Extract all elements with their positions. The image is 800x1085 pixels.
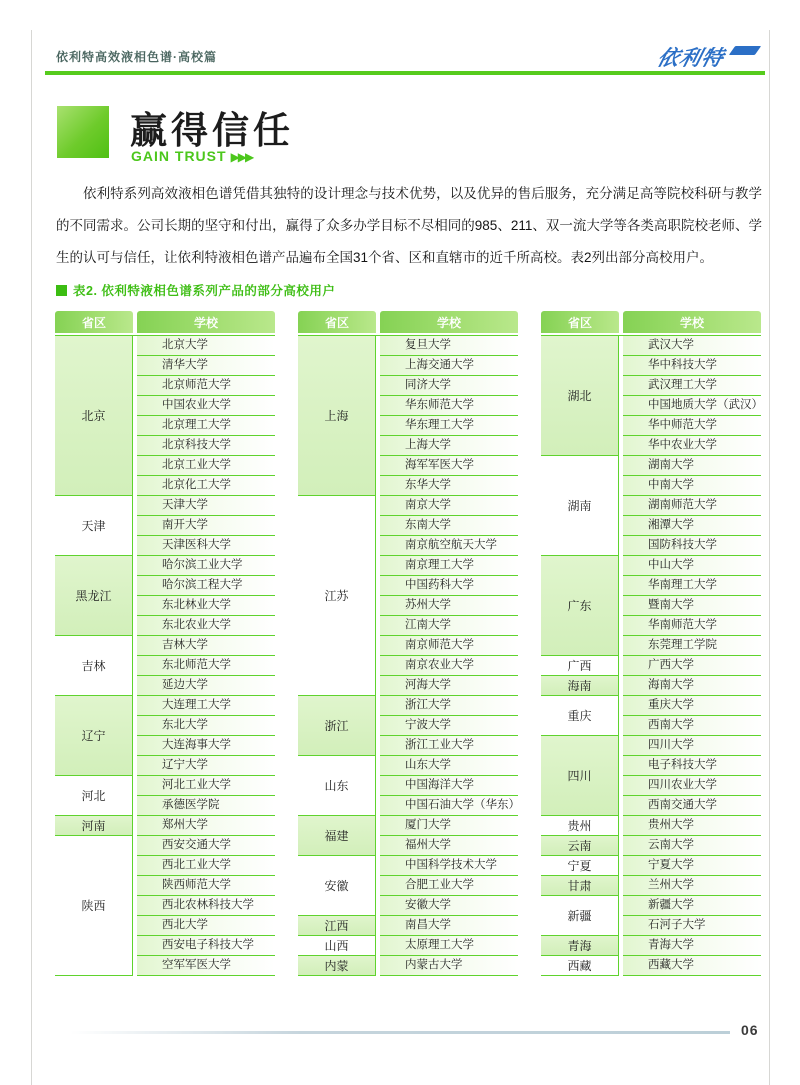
school-cell: 青海大学 xyxy=(623,936,761,956)
province-row xyxy=(541,896,761,936)
school-cell: 西安交通大学 xyxy=(137,836,275,856)
school-list xyxy=(137,336,275,496)
region-cell: 贵州 xyxy=(541,816,619,836)
school-cell: 河海大学 xyxy=(380,676,518,696)
school-cell: 华南师范大学 xyxy=(623,616,761,636)
brand-swoosh-icon xyxy=(729,46,761,55)
region-cell: 河南 xyxy=(55,816,133,836)
page-number: 06 xyxy=(741,1022,759,1038)
school-cell: 东莞理工学院 xyxy=(623,636,761,656)
region-cell: 江西 xyxy=(298,916,376,936)
school-cell: 西藏大学 xyxy=(623,956,761,976)
school-cell: 天津医科大学 xyxy=(137,536,275,556)
school-list xyxy=(137,816,275,836)
page-title: 赢得信任 xyxy=(130,110,294,151)
school-list xyxy=(623,336,761,456)
school-list xyxy=(623,816,761,836)
school-cell: 中国药科大学 xyxy=(380,576,518,596)
region-cell: 河北 xyxy=(55,776,133,816)
school-cell: 陕西师范大学 xyxy=(137,876,275,896)
school-cell: 华东理工大学 xyxy=(380,416,518,436)
province-row xyxy=(298,696,518,756)
school-list xyxy=(380,496,518,696)
province-row xyxy=(55,496,275,556)
school-cell: 西北大学 xyxy=(137,916,275,936)
school-list xyxy=(380,336,518,496)
school-cell: 东北农业大学 xyxy=(137,616,275,636)
school-cell: 哈尔滨工业大学 xyxy=(137,556,275,576)
table-header-row xyxy=(55,311,275,333)
region-header-cell: 省区 xyxy=(55,311,133,333)
page-edge-right xyxy=(769,30,770,1085)
school-list xyxy=(380,756,518,816)
region-cell: 四川 xyxy=(541,736,619,816)
school-cell: 合肥工业大学 xyxy=(380,876,518,896)
doc-header-title: 依利特高效液相色谱·高校篇 xyxy=(56,50,217,64)
school-cell: 武汉理工大学 xyxy=(623,376,761,396)
region-cell: 广西 xyxy=(541,656,619,676)
region-cell: 安徽 xyxy=(298,856,376,916)
school-cell: 新疆大学 xyxy=(623,896,761,916)
school-list xyxy=(623,836,761,856)
region-cell: 青海 xyxy=(541,936,619,956)
region-header-cell: 省区 xyxy=(298,311,376,333)
school-list xyxy=(623,896,761,936)
school-cell: 电子科技大学 xyxy=(623,756,761,776)
school-cell: 大连海事大学 xyxy=(137,736,275,756)
province-row xyxy=(541,876,761,896)
school-cell: 福州大学 xyxy=(380,836,518,856)
region-cell: 内蒙 xyxy=(298,956,376,976)
table-body xyxy=(55,335,275,976)
province-row xyxy=(55,556,275,636)
school-list xyxy=(623,696,761,736)
province-row xyxy=(298,336,518,496)
school-cell: 上海交通大学 xyxy=(380,356,518,376)
region-cell: 重庆 xyxy=(541,696,619,736)
footer-rule xyxy=(70,1031,730,1034)
school-list xyxy=(380,696,518,756)
school-cell: 北京工业大学 xyxy=(137,456,275,476)
school-cell: 湖南师范大学 xyxy=(623,496,761,516)
school-list xyxy=(137,556,275,636)
region-cell: 海南 xyxy=(541,676,619,696)
school-list xyxy=(623,876,761,896)
school-cell: 兰州大学 xyxy=(623,876,761,896)
caption-text: 表2. 依利特液相色谱系列产品的部分高校用户 xyxy=(73,284,336,298)
province-row xyxy=(541,556,761,656)
province-row xyxy=(298,856,518,916)
school-cell: 西北工业大学 xyxy=(137,856,275,876)
school-cell: 复旦大学 xyxy=(380,336,518,356)
province-row xyxy=(55,836,275,976)
school-cell: 浙江工业大学 xyxy=(380,736,518,756)
province-row xyxy=(541,336,761,456)
intro-paragraph: 依利特系列高效液相色谱凭借其独特的设计理念与技术优势，以及优异的售后服务，充分满足高等院校科研与教学的不同需求。公司长期的坚守和付出，赢得了众多办学目标不尽相同的985、211、双一流大学等各类高职院校老师、学生的认可与信任，让依利特液相色谱产品遍布全国31个省、区和直辖市的近千所高校。表2列出部分高校用户。 xyxy=(56,186,762,265)
region-cell: 广东 xyxy=(541,556,619,656)
school-cell: 四川农业大学 xyxy=(623,776,761,796)
region-cell: 宁夏 xyxy=(541,856,619,876)
school-cell: 东北大学 xyxy=(137,716,275,736)
school-cell: 北京化工大学 xyxy=(137,476,275,496)
school-cell: 延边大学 xyxy=(137,676,275,696)
province-row xyxy=(541,736,761,816)
region-cell: 云南 xyxy=(541,836,619,856)
school-list xyxy=(623,936,761,956)
region-cell: 山东 xyxy=(298,756,376,816)
region-cell: 吉林 xyxy=(55,636,133,696)
table-group-3 xyxy=(541,311,761,976)
school-cell: 空军军医大学 xyxy=(137,956,275,976)
school-list xyxy=(380,916,518,936)
school-list xyxy=(137,696,275,776)
school-cell: 东华大学 xyxy=(380,476,518,496)
school-header-cell: 学校 xyxy=(623,311,761,333)
school-cell: 吉林大学 xyxy=(137,636,275,656)
school-cell: 海军军医大学 xyxy=(380,456,518,476)
school-cell: 华中农业大学 xyxy=(623,436,761,456)
province-row xyxy=(55,696,275,776)
school-list xyxy=(623,736,761,816)
school-cell: 辽宁大学 xyxy=(137,756,275,776)
table-group-2 xyxy=(298,311,518,976)
universities-table xyxy=(55,311,761,976)
school-cell: 中国农业大学 xyxy=(137,396,275,416)
brand-logo-text: 依利特 xyxy=(654,47,727,70)
school-cell: 东南大学 xyxy=(380,516,518,536)
province-row xyxy=(298,756,518,816)
region-cell: 黑龙江 xyxy=(55,556,133,636)
school-list xyxy=(137,776,275,816)
region-header-cell: 省区 xyxy=(541,311,619,333)
school-cell: 厦门大学 xyxy=(380,816,518,836)
page-edge-left xyxy=(31,30,32,1085)
region-cell: 新疆 xyxy=(541,896,619,936)
table-header-row xyxy=(298,311,518,333)
school-cell: 南京大学 xyxy=(380,496,518,516)
school-cell: 安徽大学 xyxy=(380,896,518,916)
region-cell: 浙江 xyxy=(298,696,376,756)
school-cell: 武汉大学 xyxy=(623,336,761,356)
school-cell: 浙江大学 xyxy=(380,696,518,716)
school-cell: 国防科技大学 xyxy=(623,536,761,556)
school-list xyxy=(137,496,275,556)
school-cell: 苏州大学 xyxy=(380,596,518,616)
province-row xyxy=(541,936,761,956)
province-row xyxy=(541,836,761,856)
school-cell: 东北林业大学 xyxy=(137,596,275,616)
school-cell: 北京科技大学 xyxy=(137,436,275,456)
table-body xyxy=(541,335,761,976)
province-row xyxy=(298,916,518,936)
school-cell: 北京师范大学 xyxy=(137,376,275,396)
school-cell: 中国科学技术大学 xyxy=(380,856,518,876)
school-cell: 中山大学 xyxy=(623,556,761,576)
school-cell: 南京师范大学 xyxy=(380,636,518,656)
school-cell: 宁波大学 xyxy=(380,716,518,736)
school-list xyxy=(623,856,761,876)
school-cell: 南开大学 xyxy=(137,516,275,536)
province-row xyxy=(55,816,275,836)
school-list xyxy=(623,676,761,696)
school-cell: 西南交通大学 xyxy=(623,796,761,816)
region-cell: 甘肃 xyxy=(541,876,619,896)
school-cell: 北京大学 xyxy=(137,336,275,356)
province-row xyxy=(541,816,761,836)
school-cell: 大连理工大学 xyxy=(137,696,275,716)
province-row xyxy=(541,856,761,876)
province-row xyxy=(541,696,761,736)
province-row xyxy=(298,936,518,956)
region-cell: 陕西 xyxy=(55,836,133,976)
caption-square-icon xyxy=(56,285,67,296)
school-cell: 云南大学 xyxy=(623,836,761,856)
title-decoration-square xyxy=(57,106,109,158)
school-cell: 华南理工大学 xyxy=(623,576,761,596)
region-cell: 湖北 xyxy=(541,336,619,456)
school-cell: 石河子大学 xyxy=(623,916,761,936)
school-cell: 南京理工大学 xyxy=(380,556,518,576)
school-cell: 贵州大学 xyxy=(623,816,761,836)
province-row xyxy=(541,456,761,556)
school-cell: 南京农业大学 xyxy=(380,656,518,676)
school-list xyxy=(380,816,518,856)
school-list xyxy=(623,556,761,656)
school-cell: 同济大学 xyxy=(380,376,518,396)
subtitle-text: GAIN TRUST xyxy=(131,148,227,164)
region-cell: 天津 xyxy=(55,496,133,556)
province-row xyxy=(298,816,518,856)
school-cell: 太原理工大学 xyxy=(380,936,518,956)
region-cell: 江苏 xyxy=(298,496,376,696)
brand-logo xyxy=(654,42,758,70)
school-cell: 宁夏大学 xyxy=(623,856,761,876)
region-cell: 辽宁 xyxy=(55,696,133,776)
school-list xyxy=(623,656,761,676)
table-header-row xyxy=(541,311,761,333)
province-row xyxy=(298,496,518,696)
school-cell: 湘潭大学 xyxy=(623,516,761,536)
school-cell: 西安电子科技大学 xyxy=(137,936,275,956)
school-cell: 哈尔滨工程大学 xyxy=(137,576,275,596)
school-list xyxy=(380,936,518,956)
school-list xyxy=(623,456,761,556)
school-cell: 西南大学 xyxy=(623,716,761,736)
school-list xyxy=(380,856,518,916)
province-row xyxy=(541,656,761,676)
region-cell: 上海 xyxy=(298,336,376,496)
school-cell: 东北师范大学 xyxy=(137,656,275,676)
school-cell: 南昌大学 xyxy=(380,916,518,936)
region-cell: 西藏 xyxy=(541,956,619,976)
region-cell: 北京 xyxy=(55,336,133,496)
school-cell: 四川大学 xyxy=(623,736,761,756)
province-row xyxy=(55,776,275,816)
province-row xyxy=(55,636,275,696)
school-cell: 承德医学院 xyxy=(137,796,275,816)
school-list xyxy=(623,956,761,976)
school-header-cell: 学校 xyxy=(380,311,518,333)
school-cell: 重庆大学 xyxy=(623,696,761,716)
school-cell: 中国石油大学（华东） xyxy=(380,796,518,816)
school-list xyxy=(137,836,275,976)
table-group-1 xyxy=(55,311,275,976)
school-cell: 华东师范大学 xyxy=(380,396,518,416)
school-cell: 郑州大学 xyxy=(137,816,275,836)
school-cell: 华中科技大学 xyxy=(623,356,761,376)
region-cell: 山西 xyxy=(298,936,376,956)
school-cell: 南京航空航天大学 xyxy=(380,536,518,556)
province-row xyxy=(298,956,518,976)
school-list xyxy=(137,636,275,696)
triple-arrow-icon: ▶▶▶ xyxy=(230,150,253,164)
school-header-cell: 学校 xyxy=(137,311,275,333)
table-body xyxy=(298,335,518,976)
header-green-rule xyxy=(45,71,765,75)
province-row xyxy=(55,336,275,496)
school-cell: 广西大学 xyxy=(623,656,761,676)
province-row xyxy=(541,956,761,976)
school-cell: 华中师范大学 xyxy=(623,416,761,436)
school-cell: 河北工业大学 xyxy=(137,776,275,796)
school-cell: 内蒙古大学 xyxy=(380,956,518,976)
school-cell: 清华大学 xyxy=(137,356,275,376)
school-cell: 天津大学 xyxy=(137,496,275,516)
region-cell: 福建 xyxy=(298,816,376,856)
school-cell: 海南大学 xyxy=(623,676,761,696)
school-cell: 中国海洋大学 xyxy=(380,776,518,796)
school-cell: 湖南大学 xyxy=(623,456,761,476)
province-row xyxy=(541,676,761,696)
school-cell: 上海大学 xyxy=(380,436,518,456)
school-cell: 中南大学 xyxy=(623,476,761,496)
page-subtitle xyxy=(131,148,252,164)
school-list xyxy=(380,956,518,976)
school-cell: 暨南大学 xyxy=(623,596,761,616)
school-cell: 山东大学 xyxy=(380,756,518,776)
school-cell: 江南大学 xyxy=(380,616,518,636)
school-cell: 中国地质大学（武汉） xyxy=(623,396,761,416)
school-cell: 西北农林科技大学 xyxy=(137,896,275,916)
school-cell: 北京理工大学 xyxy=(137,416,275,436)
region-cell: 湖南 xyxy=(541,456,619,556)
table-caption xyxy=(56,281,335,299)
